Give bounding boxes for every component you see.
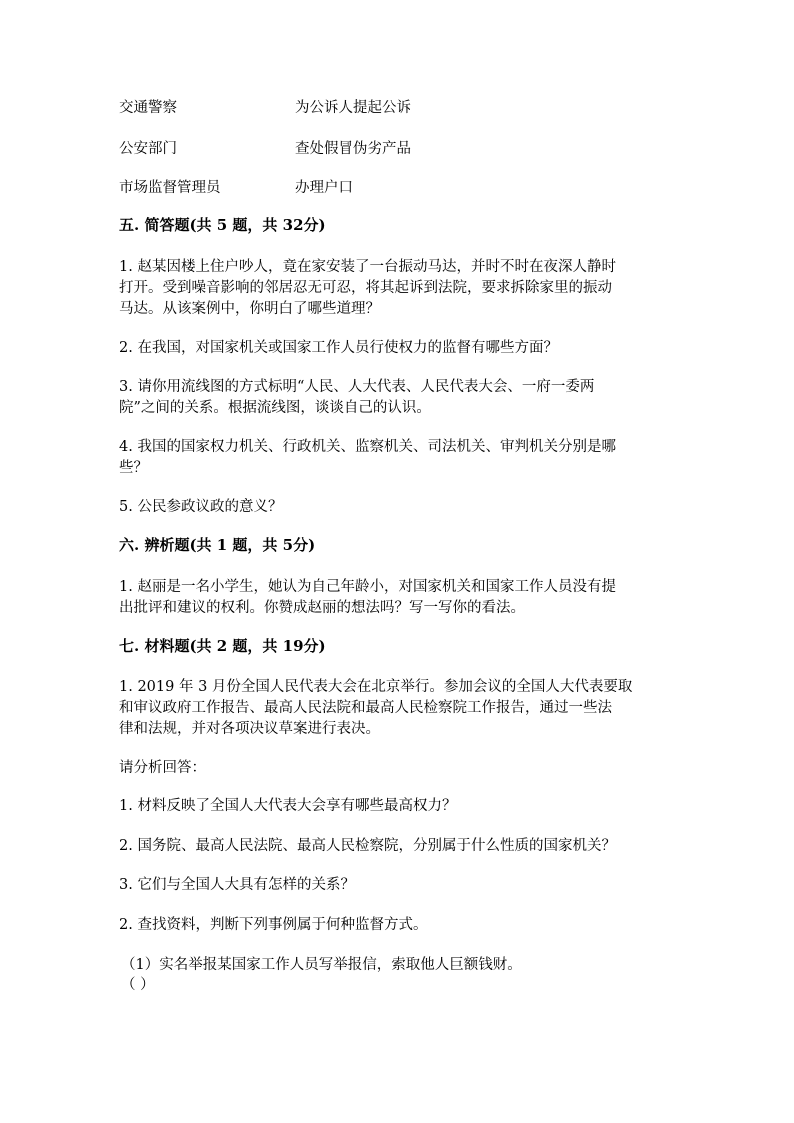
s7-answer-blank[interactable]: （ ）: [121, 977, 155, 993]
s7-sub2: 2. 国务院、最高人民法院、最高人民检察院，分别属于什么性质的国家机关？: [119, 838, 616, 854]
match-left-3: 市场监督管理员: [119, 180, 221, 196]
s7-m2: 2. 查找资料，判断下列事例属于何种监督方式。: [119, 917, 428, 933]
s5-q3-line2: 院”之间的关系。根据流线图，谈谈自己的认识。: [119, 400, 431, 416]
s7-prompt: 请分析回答：: [119, 760, 206, 776]
s5-q4-line1: 4. 我国的国家权力机关、行政机关、监察机关、司法机关、审判机关分别是哪: [119, 439, 616, 455]
s5-q4-line2: 些？: [119, 460, 148, 476]
s5-q2: 2. 在我国，对国家机关或国家工作人员行使权力的监督有哪些方面？: [119, 340, 558, 356]
s5-q5: 5. 公民参政议政的意义？: [119, 499, 283, 515]
match-left-2: 公安部门: [119, 141, 177, 157]
s5-q1-line3: 马达。从该案例中，你明白了哪些道理？: [119, 301, 380, 317]
match-right-1: 为公诉人提起公诉: [295, 100, 411, 116]
match-left-1: 交通警察: [119, 100, 177, 116]
section5-heading: 五. 简答题(共 5 题，共 32分): [119, 216, 326, 234]
s5-q1-line2: 打开。受到噪音影响的邻居忍无可忍，将其起诉到法院，要求拆除家里的振动: [119, 280, 612, 296]
section6-heading: 六. 辨析题(共 1 题，共 5分): [119, 536, 316, 554]
s7-m1-line1: 1. 2019 年 3 月份全国人民代表大会在北京举行。参加会议的全国人大代表要取: [119, 679, 633, 695]
section7-heading: 七. 材料题(共 2 题，共 19分): [119, 637, 326, 655]
s6-q1-line1: 1. 赵丽是一名小学生，她认为自己年龄小，对国家机关和国家工作人员没有提: [119, 579, 616, 595]
match-right-2: 查处假冒伪劣产品: [295, 141, 411, 157]
s7-sub3: 3. 它们与全国人大具有怎样的关系？: [119, 877, 355, 893]
s5-q1-line1: 1. 赵某因楼上住户吵人，竟在家安装了一台振动马达，并时不时在夜深人静时: [119, 259, 616, 275]
s7-item1: （1）实名举报某国家工作人员写举报信，索取他人巨额钱财。: [121, 957, 522, 973]
match-right-3: 办理户口: [295, 180, 353, 196]
s7-m1-line3: 律和法规，并对各项决议草案进行表决。: [119, 721, 380, 737]
s7-sub1: 1. 材料反映了全国人大代表大会享有哪些最高权力？: [119, 798, 457, 814]
s6-q1-line2: 出批评和建议的权利。你赞成赵丽的想法吗？写一写你的看法。: [119, 600, 525, 616]
s7-m1-line2: 和审议政府工作报告、最高人民法院和最高人民检察院工作报告，通过一些法: [119, 700, 612, 716]
s5-q3-line1: 3. 请你用流线图的方式标明“人民、人大代表、人民代表大会、一府一委两: [119, 379, 595, 395]
